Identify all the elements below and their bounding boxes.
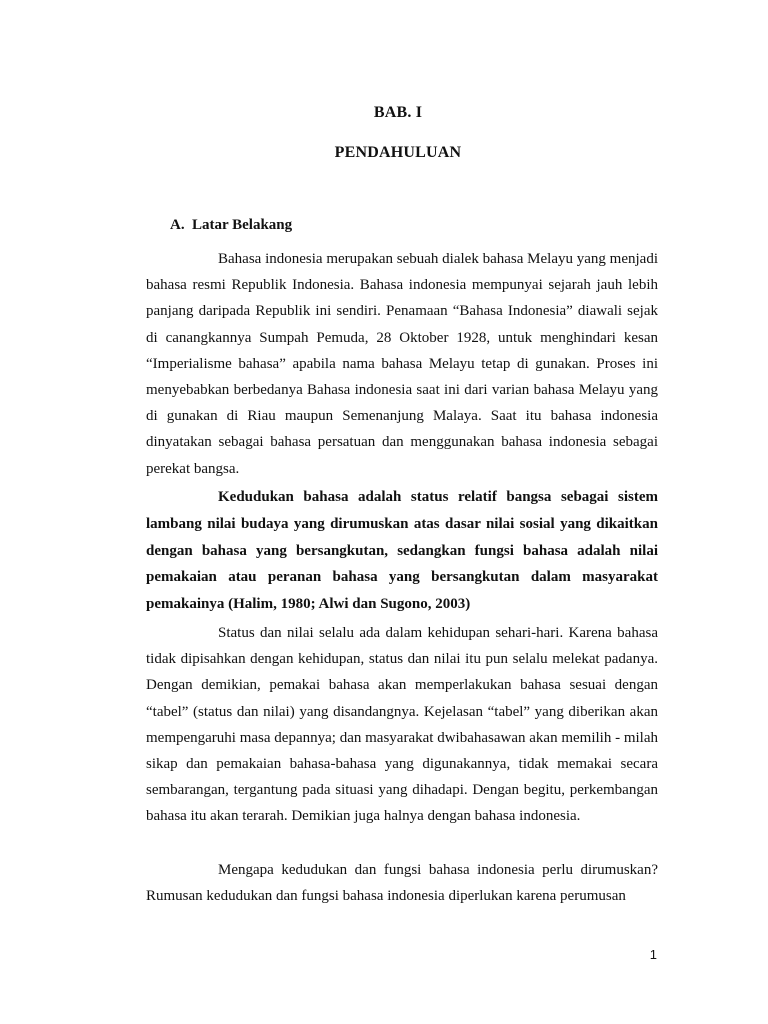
- paragraph-2: Kedudukan bahasa adalah status relatif bangsa sebagai sistem lambang nilai budaya yang dirumuskan atas dasar nilai sosial yang dikaitkan dengan bahasa yang bersangkutan, sedangkan fungsi bahasa adalah nilai pemakaian atau peranan bahasa yang bersangkutan dalam masyarakat pemakainya (Halim, 1980; Alwi dan Sugono, 2003): [146, 489, 658, 613]
- paragraph-1: Bahasa indonesia merupakan sebuah dialek bahasa Melayu yang menjadi bahasa resmi Republik Indonesia. Bahasa indonesia mempunyai sejarah jauh lebih panjang daripada Republik ini sendiri. Penamaan “Bahasa Indonesia” diawali sejak di canangkannya Sumpah Pemuda, 28 Oktober 1928, untuk menghindari kesan “Imperialisme bahasa” apabila nama bahasa Melayu tetap di gunakan. Proses ini menyebabkan berbedanya Bahasa indonesia saat ini dari varian bahasa Melayu yang di gunakan di Riau maupun Semenanjung Malaya. Saat itu bahasa indonesia dinyatakan sebagai bahasa persatuan dan menggunakan bahasa indonesia sebagai perekat bangsa.: [146, 251, 658, 477]
- paragraph-4: Mengapa kedudukan dan fungsi bahasa indonesia perlu dirumuskan? Rumusan kedudukan dan fungsi bahasa indonesia diperlukan karena perumusan: [146, 862, 658, 905]
- page-number: 1: [649, 947, 657, 962]
- section-heading: [170, 217, 292, 234]
- paragraph-3: Status dan nilai selalu ada dalam kehidupan sehari-hari. Karena bahasa tidak dipisahkan dengan kehidupan, status dan nilai itu pun selalu melekat padanya. Dengan demikian, pemakai bahasa akan memperlakukan bahasa sesuai dengan “tabel” (status dan nilai) yang disandangnya. Kejelasan “tabel” yang diberikan akan mempengaruhi masa depannya; dan masyarakat dwibahasawan akan memilih - milah sikap dan pemakaian bahasa-bahasa yang digunakannya, tidak memakai secara sembarangan, tergantung pada situasi yang dihadapi. Dengan begitu, perkembangan bahasa itu akan terarah. Demikian juga halnya dengan bahasa indonesia.: [146, 625, 658, 825]
- section-letter: A.: [170, 217, 185, 233]
- chapter-number: BAB. I: [373, 104, 423, 121]
- section-title: Latar Belakang: [192, 217, 293, 233]
- chapter-title: PENDAHULUAN: [334, 144, 462, 161]
